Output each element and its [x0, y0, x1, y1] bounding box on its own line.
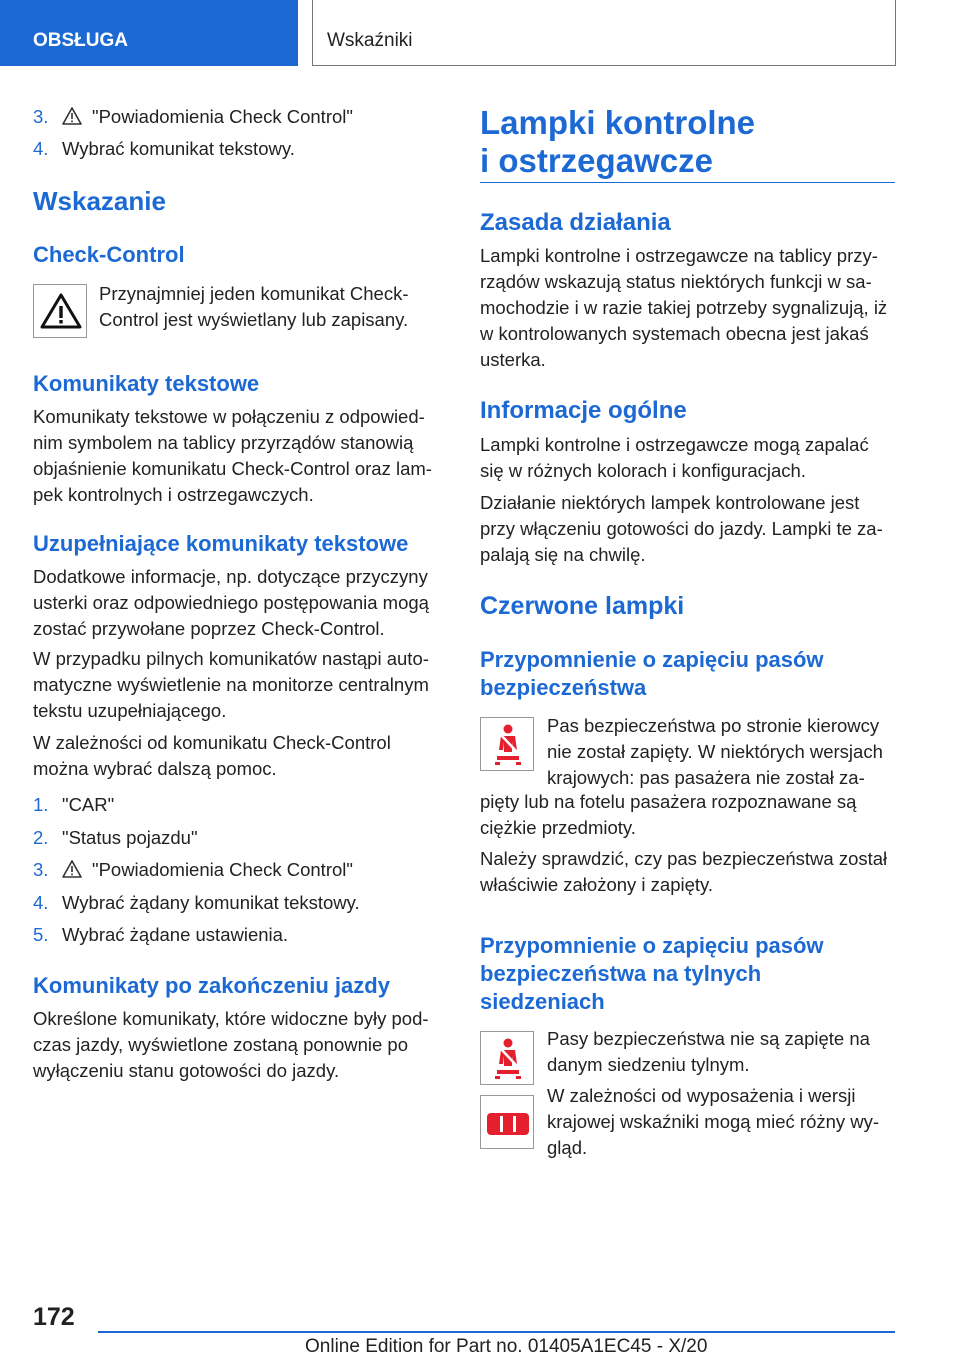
uzupelniajace-paragraph-3: W zależności od komunikatu Check-Control można wybrać dalszą pomoc. [33, 732, 391, 779]
page-header [0, 0, 960, 66]
heading-lampki-kontrolne: Lampki kontrolne i ostrzegawcze [480, 104, 756, 179]
tylne-paragraph-1: Pasy bezpieczeństwa nie są zapięte na danym siedzeniu tylnym. [547, 1028, 870, 1075]
footer-edition: Online Edition for Part no. 01405A1EC45 - X/20 [305, 1336, 708, 1357]
heading-przypomnienie-tylne: Przypomnienie o zapięciu pasów bezpieczeństwa na tylnych siedzeniach [480, 933, 824, 1014]
komunikaty-paragraph: Komunikaty tekstowe w połączeniu z odpowied- nim symbolem na tablicy przyrządów stanowią objaśnienie komunikatu Check-Control oraz lam- pek kontrolnych i ostrzegawczych. [33, 406, 432, 505]
uzupelniajace-paragraph-2: W przypadku pilnych komunikatów nastąpi auto- matyczne wyświetlenie na monitorze centralnym tekstu uzupełniającego. [33, 648, 429, 721]
chapter-title: Wskaźniki [312, 0, 896, 66]
rear-seat-status-icon [480, 1095, 534, 1149]
section-tab: OBSŁUGA [0, 0, 298, 66]
heading-zasada: Zasada działania [480, 209, 671, 236]
pasy-paragraph-continued: pięty lub na fotelu pasażera rozpoznawane są ciężkie przedmioty. [480, 791, 857, 838]
warning-triangle-icon [62, 107, 82, 125]
heading-przypomnienie-pasy: Przypomnienie o zapięciu pasów bezpieczeństwa [480, 647, 824, 700]
heading-informacje: Informacje ogólne [480, 397, 687, 424]
heading-check-control: Check-Control [33, 242, 185, 267]
po-zakonczeniu-paragraph: Określone komunikaty, które widoczne były pod- czas jazdy, wyświetlone zostaną ponownie po wyłączeniu stanu gotowości do jazdy. [33, 1008, 429, 1081]
warning-triangle-icon [62, 860, 82, 878]
check-control-warning-icon [33, 284, 87, 338]
footer-rule [98, 1331, 895, 1333]
heading-komunikaty-tekstowe: Komunikaty tekstowe [33, 371, 260, 396]
tylne-paragraph-2: W zależności od wyposażenia i wersji krajowej wskaźniki mogą mieć różny wy- gląd. [547, 1085, 880, 1158]
pasy-paragraph-2: Należy sprawdzić, czy pas bezpieczeństwa został właściwie założony i zapięty. [480, 848, 888, 895]
heading-uzupelniajace: Uzupełniające komunikaty tekstowe [33, 531, 409, 556]
heading-wskazanie: Wskazanie [33, 186, 166, 216]
seatbelt-warning-icon [480, 717, 534, 771]
heading-czerwone-lampki: Czerwone lampki [480, 592, 685, 620]
heading-rule [480, 182, 895, 183]
zasada-paragraph: Lampki kontrolne i ostrzegawcze na tablicy przy- rządów wskazują status niektórych funkcji w sa- mochodzie i w razie takiej potrzeby sygnalizują, iż w kontrolowanych systemach obecna jest jakaś usterka. [480, 245, 888, 370]
check-control-text: Przynajmniej jeden komunikat Check- Control jest wyświetlany lub zapisany. [99, 283, 409, 330]
heading-po-zakonczeniu: Komunikaty po zakończeniu jazdy [33, 973, 390, 998]
page-number: 172 [33, 1303, 75, 1331]
pasy-paragraph-indented: Pas bezpieczeństwa po stronie kierowcy nie został zapięty. W niektórych wersjach krajowych: pas pasażera nie został za- [547, 715, 883, 788]
uzupelniajace-paragraph-1: Dodatkowe informacje, np. dotyczące przyczyny usterki oraz odpowiedniego postępowania mogą zostać przywołane poprzez Check-Control. [33, 566, 429, 639]
rear-seatbelt-warning-icon [480, 1031, 534, 1085]
informacje-paragraph-1: Lampki kontrolne i ostrzegawcze mogą zapalać się w różnych kolorach i konfiguracjach. [480, 434, 869, 481]
informacje-paragraph-2: Działanie niektórych lampek kontrolowane jest przy włączeniu gotowości do jazdy. Lampki te za- palają się na chwilę. [480, 492, 883, 565]
